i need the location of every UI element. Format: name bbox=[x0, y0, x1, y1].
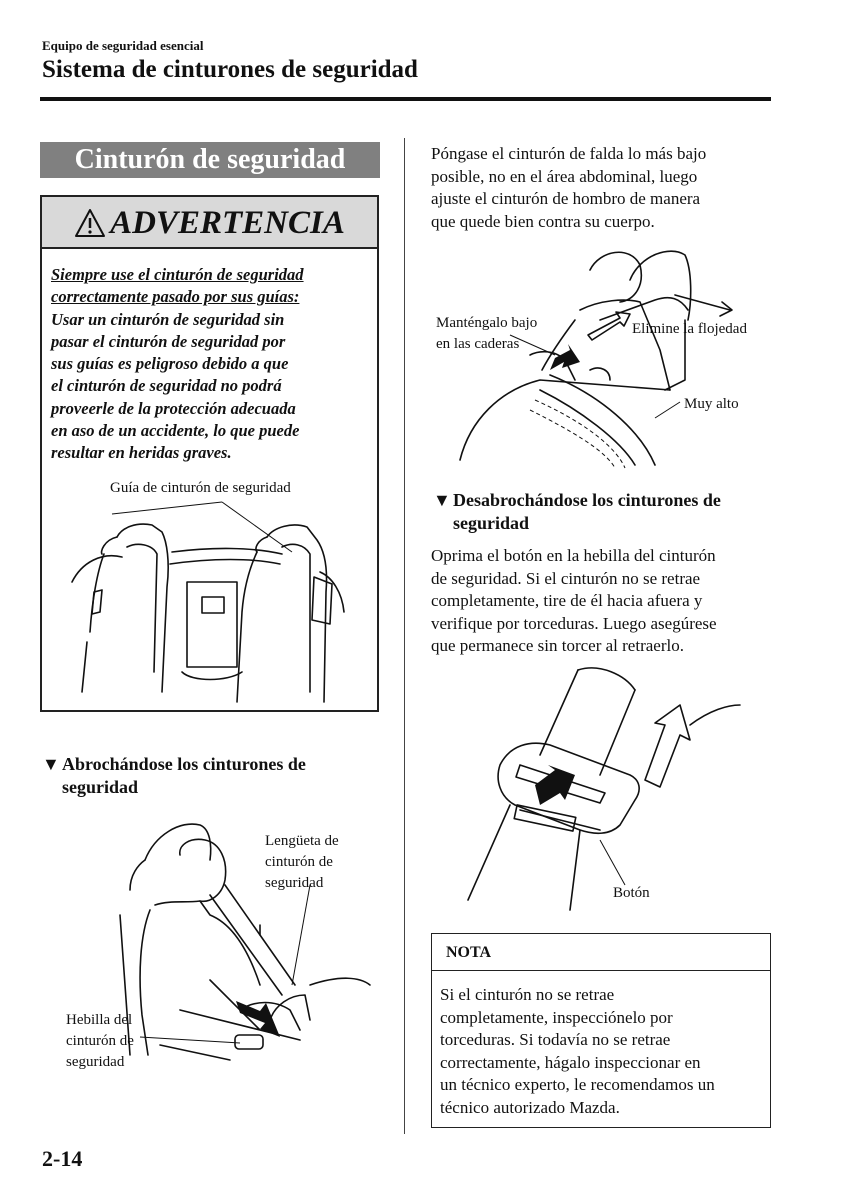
paragraph-line: posible, no en el área abdominal, luego bbox=[431, 166, 698, 186]
paragraph-line: Oprima el botón en la hebilla del cinturón bbox=[431, 546, 716, 565]
label-line: seguridad bbox=[265, 875, 324, 891]
warning-triangle-icon bbox=[74, 208, 106, 238]
paragraph-line: ajuste el cinturón de hombro de manera bbox=[431, 189, 701, 208]
note-line: Si el cinturón no se retrae bbox=[440, 985, 615, 1004]
note-line: torceduras. Si todavía no se retrae bbox=[440, 1030, 671, 1049]
header-rule bbox=[40, 97, 771, 101]
label-line: cinturón de bbox=[265, 854, 333, 870]
label-line: Hebilla del bbox=[66, 1012, 133, 1028]
figure-label-hips bbox=[436, 313, 537, 355]
paragraph-line: completamente, tire de él hacia afuera y bbox=[431, 591, 703, 610]
unfastening-heading bbox=[433, 489, 721, 535]
section-title: Cinturón de seguridad bbox=[40, 142, 380, 178]
warning-line: pasar el cinturón de seguridad por bbox=[51, 331, 286, 351]
unfastening-heading-line: Desabrochándose los cinturones de bbox=[453, 490, 721, 510]
breadcrumb: Equipo de seguridad esencial bbox=[42, 38, 204, 53]
warning-header bbox=[42, 197, 377, 249]
figure-label-button: Botón bbox=[613, 885, 650, 901]
fastening-heading-line: Abrochándose los cinturones de bbox=[62, 754, 306, 774]
buckle-release-illustration bbox=[460, 665, 740, 915]
fastening-heading bbox=[42, 753, 306, 799]
unfastening-paragraph bbox=[431, 545, 717, 658]
belt-position-illustration bbox=[430, 240, 770, 470]
warning-line: en aso de un accidente, lo que puede bbox=[51, 421, 300, 441]
note-box bbox=[431, 933, 771, 1128]
page-number: 2-14 bbox=[42, 1146, 83, 1171]
intro-paragraph bbox=[431, 143, 706, 233]
figure-label-belt-guide: Guía de cinturón de seguridad bbox=[110, 480, 291, 496]
note-line: correctamente, hágalo inspeccionar en bbox=[440, 1052, 701, 1072]
label-line: en las caderas bbox=[436, 336, 520, 352]
paragraph-line: que permanece sin torcer al retraerlo. bbox=[431, 636, 684, 655]
paragraph-line: verifique por torceduras. Luego asegúrese bbox=[431, 613, 717, 633]
warning-line: correctamente pasado por sus guías: bbox=[51, 287, 300, 307]
triangle-bullet-icon: ▼ bbox=[433, 490, 451, 510]
label-line: seguridad bbox=[66, 1054, 125, 1070]
label-line: Manténgalo bajo bbox=[436, 315, 538, 331]
warning-heading: ADVERTENCIA bbox=[110, 204, 345, 241]
figure-label-slack: Elimine la flojedad bbox=[632, 321, 747, 337]
warning-line: Usar un cinturón de seguridad sin bbox=[51, 309, 285, 329]
page-title: Sistema de cinturones de seguridad bbox=[42, 56, 418, 83]
unfastening-heading-line: seguridad bbox=[453, 513, 530, 533]
warning-line: Siempre use el cinturón de seguridad bbox=[51, 265, 304, 284]
warning-line: sus guías es peligroso debido a que bbox=[51, 354, 289, 374]
seats-belt-guide-illustration bbox=[42, 492, 381, 712]
column-divider bbox=[404, 138, 405, 1134]
triangle-bullet-icon: ▼ bbox=[42, 754, 60, 774]
fastening-heading-line: seguridad bbox=[62, 777, 139, 797]
note-line: un técnico experto, le recomendamos un bbox=[440, 1075, 715, 1094]
warning-line: resultar en heridas graves. bbox=[51, 443, 232, 463]
label-line: Lengüeta de bbox=[265, 833, 339, 849]
figure-label-tongue bbox=[265, 831, 339, 894]
warning-line: proveerle de la protección adecuada bbox=[51, 398, 296, 418]
note-line: técnico autorizado Mazda. bbox=[440, 1097, 620, 1117]
figure-label-too-high: Muy alto bbox=[684, 396, 739, 412]
paragraph-line: de seguridad. Si el cinturón no se retrae bbox=[431, 568, 701, 588]
warning-text bbox=[51, 264, 369, 465]
paragraph-line: Póngase el cinturón de falda lo más bajo bbox=[431, 144, 707, 163]
note-heading: NOTA bbox=[432, 934, 770, 971]
figure-label-buckle bbox=[66, 1010, 134, 1073]
label-line: cinturón de bbox=[66, 1033, 134, 1049]
paragraph-line: que quede bien contra su cuerpo. bbox=[431, 211, 655, 231]
warning-box bbox=[40, 195, 379, 712]
warning-line: el cinturón de seguridad no podrá bbox=[51, 376, 282, 396]
note-line: completamente, inspecciónelo por bbox=[440, 1007, 673, 1027]
note-text bbox=[440, 984, 764, 1119]
